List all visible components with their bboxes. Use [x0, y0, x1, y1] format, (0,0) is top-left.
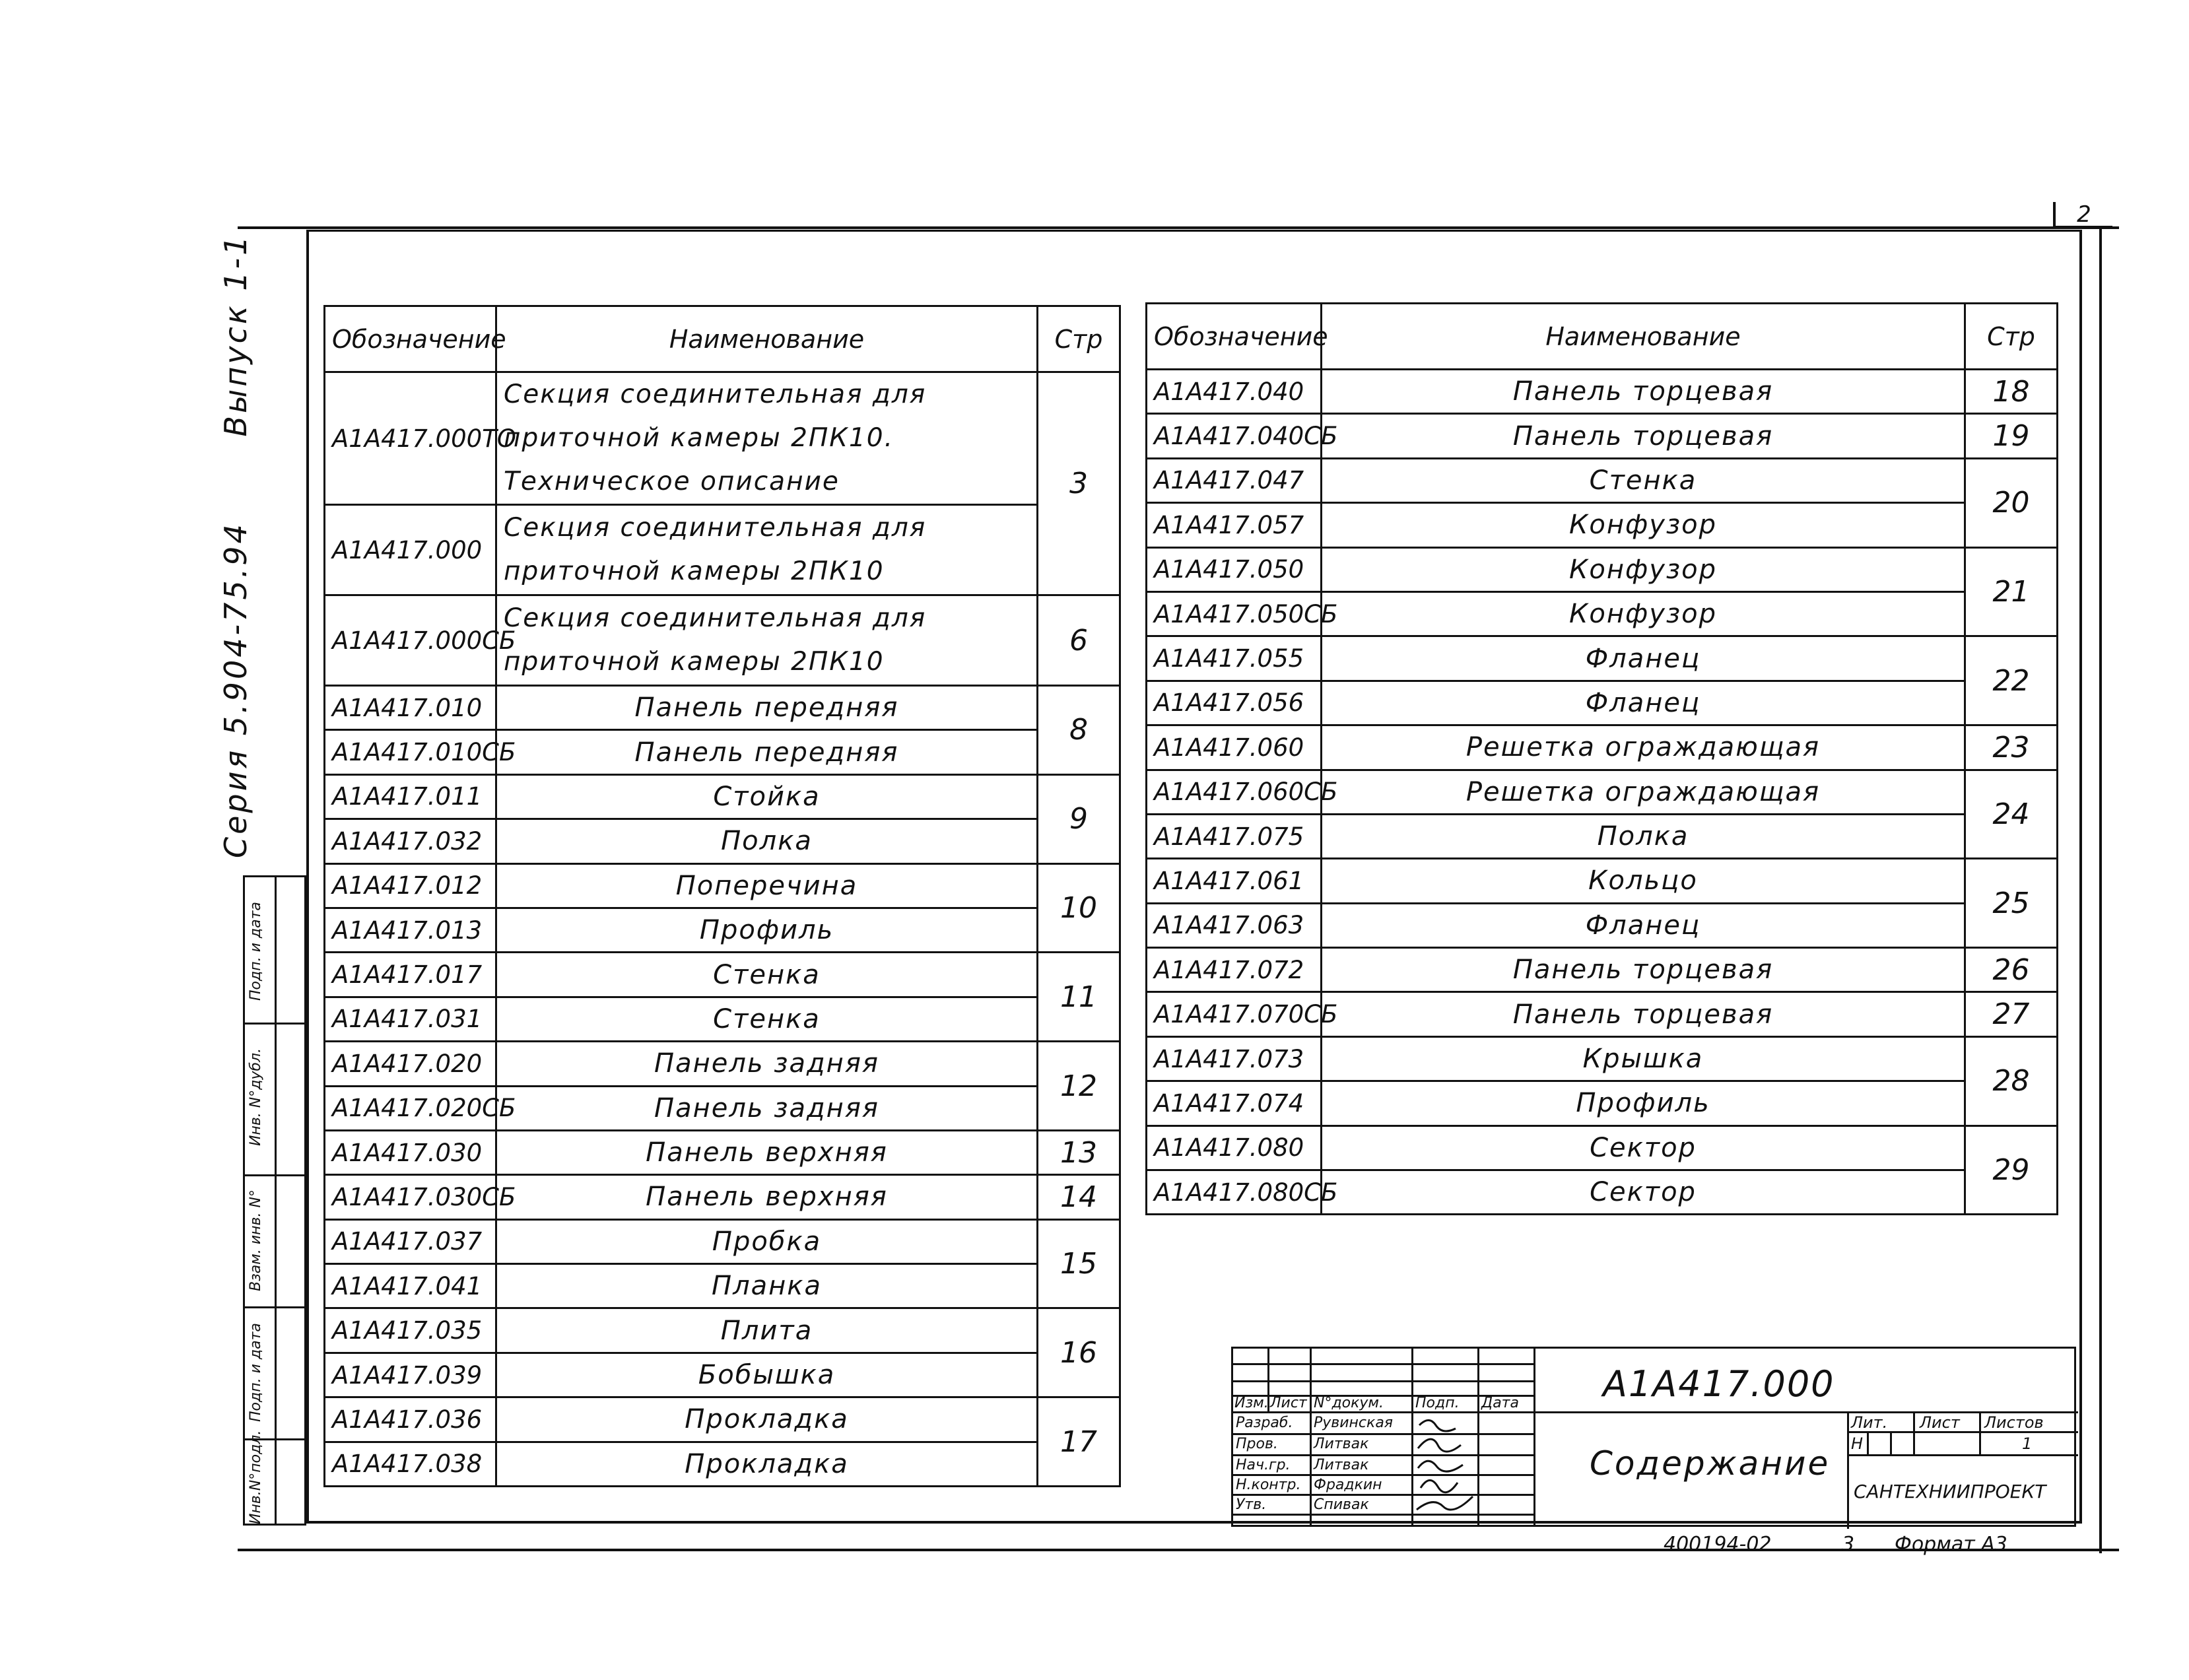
table-row	[1147, 814, 2058, 858]
row-code: А1А417.010СБ	[325, 730, 496, 774]
table-row	[325, 686, 1120, 730]
table-row	[1147, 458, 2058, 502]
table-row	[325, 1264, 1120, 1308]
table-row	[1147, 859, 2058, 903]
name-developer: Рувинская	[1314, 1415, 1394, 1431]
table-row	[1147, 1036, 2058, 1081]
row-code: А1А417.040СБ	[1147, 414, 1322, 458]
col-list: Лист	[1270, 1395, 1307, 1411]
row-code: А1А417.000	[325, 505, 496, 595]
organization: САНТЕХНИИПРОЕКТ	[1854, 1481, 2046, 1502]
row-page: 28	[1965, 1036, 2058, 1126]
table-row	[1147, 1081, 2058, 1126]
table-row	[1147, 992, 2058, 1036]
margin-series-label	[218, 233, 271, 858]
row-name: Полка	[1322, 814, 1965, 858]
row-code: А1А417.055	[1147, 636, 1322, 681]
row-page: 21	[1965, 547, 2058, 636]
row-page: 16	[1038, 1308, 1120, 1397]
table-row	[325, 863, 1120, 908]
row-code: А1А417.000ТО	[325, 372, 496, 505]
table-row	[325, 1175, 1120, 1219]
row-code: А1А417.050	[1147, 547, 1322, 591]
table-row	[1147, 547, 2058, 591]
contents-table-left	[323, 305, 1121, 1487]
row-name: Решетка ограждающая	[1322, 725, 1965, 770]
row-code: А1А417.011	[325, 774, 496, 819]
row-code: А1А417.040	[1147, 370, 1322, 414]
row-code: А1А417.057	[1147, 503, 1322, 547]
sheet-header: Лист	[1920, 1413, 1960, 1432]
row-code: А1А417.070СБ	[1147, 992, 1322, 1036]
row-name: Решетка ограждающая	[1322, 770, 1965, 814]
role-developer: Разраб.	[1236, 1415, 1293, 1431]
col-izm: Изм.	[1234, 1395, 1269, 1411]
header-page: Стр	[1038, 306, 1120, 372]
row-name: Панель задняя	[496, 1086, 1038, 1130]
title-block	[1231, 1347, 2076, 1527]
table-row	[1147, 414, 2058, 458]
table-row	[325, 1442, 1120, 1486]
row-page: 6	[1038, 595, 1120, 686]
row-code: А1А417.056	[1147, 681, 1322, 725]
row-page: 12	[1038, 1042, 1120, 1131]
header-code: Обозначение	[325, 306, 496, 372]
series-text: Серия 5.904-75.94	[218, 521, 253, 858]
row-name: Панель торцевая	[1322, 370, 1965, 414]
row-name: Панель задняя	[496, 1042, 1038, 1086]
row-name: Плита	[496, 1308, 1038, 1353]
table-row	[1147, 370, 2058, 414]
role-checker: Пров.	[1236, 1436, 1278, 1452]
col-sign: Подп.	[1415, 1395, 1460, 1411]
role-group-head: Нач.гр.	[1236, 1457, 1291, 1473]
table-row	[325, 730, 1120, 774]
stage-value: Н	[1851, 1434, 1864, 1453]
row-name: Профиль	[496, 908, 1038, 952]
table-row	[325, 908, 1120, 952]
row-code: А1А417.074	[1147, 1081, 1322, 1126]
row-page: 22	[1965, 636, 2058, 725]
row-name: Панель торцевая	[1322, 414, 1965, 458]
stamp-label-dup-inv: Инв. N°дубл.	[248, 1048, 264, 1146]
footer-format: Формат А3	[1895, 1533, 2007, 1556]
row-page: 10	[1038, 863, 1120, 953]
table-row	[325, 505, 1120, 595]
outer-border-right	[2099, 226, 2102, 1553]
row-page: 3	[1038, 372, 1120, 595]
stamp-label-inv: Инв.N°подл.	[248, 1430, 264, 1524]
row-code: А1А417.073	[1147, 1036, 1322, 1081]
table-row	[1147, 770, 2058, 814]
row-name: Пробка	[496, 1219, 1038, 1263]
row-code: А1А417.030	[325, 1130, 496, 1174]
stamp-label-sign-date-2: Подп. и дата	[248, 902, 264, 1001]
sheets-header: Листов	[1984, 1413, 2044, 1432]
col-doc: N°докум.	[1314, 1395, 1384, 1411]
row-code: А1А417.036	[325, 1397, 496, 1442]
row-name: Конфузор	[1322, 503, 1965, 547]
table-header	[325, 306, 1120, 372]
row-name: Фланец	[1322, 636, 1965, 681]
row-name: Стойка	[496, 774, 1038, 819]
stamp-blank-column	[277, 877, 308, 1524]
contents-table-right	[1145, 302, 2058, 1215]
document-code: А1А417.000	[1603, 1363, 1835, 1405]
row-code: А1А417.030СБ	[325, 1175, 496, 1219]
footer-sheet: 3	[1842, 1533, 1855, 1556]
table-row	[1147, 1170, 2058, 1215]
row-name: Конфузор	[1322, 591, 1965, 636]
row-page: 20	[1965, 458, 2058, 547]
header-name: Наименование	[496, 306, 1038, 372]
row-code: А1А417.020СБ	[325, 1086, 496, 1130]
row-name: Фланец	[1322, 681, 1965, 725]
row-code: А1А417.010	[325, 686, 496, 730]
table-row	[325, 1397, 1120, 1442]
row-code: А1А417.075	[1147, 814, 1322, 858]
row-name: Конфузор	[1322, 547, 1965, 591]
row-code: А1А417.000СБ	[325, 595, 496, 686]
table-row	[1147, 681, 2058, 725]
row-name: Прокладка	[496, 1397, 1038, 1442]
row-page: 24	[1965, 770, 2058, 859]
row-page: 23	[1965, 725, 2058, 770]
table-row	[325, 819, 1120, 863]
name-group-head: Литвак	[1314, 1457, 1369, 1473]
row-page: 13	[1038, 1130, 1120, 1174]
row-code: А1А417.080СБ	[1147, 1170, 1322, 1215]
row-name: Прокладка	[496, 1442, 1038, 1486]
row-name: Панель верхняя	[496, 1130, 1038, 1174]
row-name: Панель торцевая	[1322, 948, 1965, 992]
row-name: Сектор	[1322, 1126, 1965, 1170]
row-name: Фланец	[1322, 903, 1965, 947]
row-name: Панель торцевая	[1322, 992, 1965, 1036]
row-page: 25	[1965, 859, 2058, 948]
row-name: Секция соединительная для приточной камеры 2ПК10	[496, 595, 1038, 686]
name-norm-control: Фрадкин	[1314, 1477, 1382, 1493]
table-row	[325, 774, 1120, 819]
row-name: Секция соединительная для приточной камеры 2ПК10. Техническое описание	[496, 372, 1038, 505]
row-page: 14	[1038, 1175, 1120, 1219]
row-code: А1А417.017	[325, 953, 496, 997]
outer-border-bottom	[238, 1549, 2119, 1551]
role-norm-control: Н.контр.	[1236, 1477, 1301, 1493]
row-code: А1А417.032	[325, 819, 496, 863]
row-name: Профиль	[1322, 1081, 1965, 1126]
row-code: А1А417.031	[325, 997, 496, 1041]
table-header	[1147, 304, 2058, 370]
row-code: А1А417.061	[1147, 859, 1322, 903]
row-page: 18	[1965, 370, 2058, 414]
row-name: Планка	[496, 1264, 1038, 1308]
row-code: А1А417.013	[325, 908, 496, 952]
signatures-icon	[1413, 1412, 1476, 1528]
row-name: Кольцо	[1322, 859, 1965, 903]
table-row	[325, 1219, 1120, 1263]
table-row	[325, 1308, 1120, 1353]
row-code: А1А417.060СБ	[1147, 770, 1322, 814]
table-row	[1147, 903, 2058, 947]
table-row	[325, 1042, 1120, 1086]
table-row	[325, 595, 1120, 686]
row-page: 15	[1038, 1219, 1120, 1308]
row-code: А1А417.039	[325, 1353, 496, 1397]
col-date: Дата	[1481, 1395, 1519, 1411]
footer-number: 400194-02	[1664, 1533, 1772, 1556]
row-code: А1А417.020	[325, 1042, 496, 1086]
row-name: Панель передняя	[496, 730, 1038, 774]
row-page: 17	[1038, 1397, 1120, 1487]
row-name: Бобышка	[496, 1353, 1038, 1397]
row-name: Панель верхняя	[496, 1175, 1038, 1219]
table-row	[325, 1130, 1120, 1174]
row-page: 26	[1965, 948, 2058, 992]
table-row	[1147, 636, 2058, 681]
table-row	[1147, 1126, 2058, 1170]
role-approver: Утв.	[1236, 1496, 1267, 1513]
row-name: Крышка	[1322, 1036, 1965, 1081]
table-row	[1147, 591, 2058, 636]
sheet-number: 2	[2053, 202, 2112, 228]
stage-header: Лит.	[1851, 1413, 1888, 1432]
row-name: Полка	[496, 819, 1038, 863]
header-page: Стр	[1965, 304, 2058, 370]
table-row	[325, 1353, 1120, 1397]
row-name: Панель передняя	[496, 686, 1038, 730]
table-row	[325, 1086, 1120, 1130]
row-page: 9	[1038, 774, 1120, 863]
left-margin-stamp	[243, 875, 306, 1526]
row-code: А1А417.072	[1147, 948, 1322, 992]
table-row	[325, 997, 1120, 1041]
row-code: А1А417.060	[1147, 725, 1322, 770]
row-name: Стенка	[496, 953, 1038, 997]
name-approver: Спивак	[1314, 1496, 1369, 1513]
row-code: А1А417.035	[325, 1308, 496, 1353]
row-page: 11	[1038, 953, 1120, 1042]
stamp-label-column	[245, 877, 277, 1524]
row-code: А1А417.037	[325, 1219, 496, 1263]
row-code: А1А417.038	[325, 1442, 496, 1486]
row-name: Секция соединительная для приточной камеры 2ПК10	[496, 505, 1038, 595]
row-name: Стенка	[1322, 458, 1965, 502]
row-page: 29	[1965, 1126, 2058, 1215]
row-page: 27	[1965, 992, 2058, 1036]
document-title: Содержание	[1590, 1444, 1831, 1483]
row-page: 8	[1038, 686, 1120, 775]
row-code: А1А417.080	[1147, 1126, 1322, 1170]
name-checker: Литвак	[1314, 1436, 1369, 1452]
row-name: Сектор	[1322, 1170, 1965, 1215]
header-code: Обозначение	[1147, 304, 1322, 370]
stamp-label-replace-inv: Взам. инв. N°	[248, 1190, 264, 1291]
table-row	[1147, 948, 2058, 992]
table-row	[1147, 503, 2058, 547]
table-row	[325, 953, 1120, 997]
row-code: А1А417.012	[325, 863, 496, 908]
row-code: А1А417.063	[1147, 903, 1322, 947]
row-code: А1А417.041	[325, 1264, 496, 1308]
row-name: Стенка	[496, 997, 1038, 1041]
outer-border-top	[238, 226, 2119, 229]
row-code: А1А417.050СБ	[1147, 591, 1322, 636]
row-page: 19	[1965, 414, 2058, 458]
issue-text: Выпуск 1-1	[218, 233, 253, 437]
header-name: Наименование	[1322, 304, 1965, 370]
row-name: Поперечина	[496, 863, 1038, 908]
stamp-label-sign-date: Подп. и дата	[248, 1323, 264, 1422]
row-code: А1А417.047	[1147, 458, 1322, 502]
sheets-total: 1	[2022, 1434, 2033, 1453]
revision-grid	[1233, 1349, 1533, 1525]
table-row	[325, 372, 1120, 505]
table-row	[1147, 725, 2058, 770]
